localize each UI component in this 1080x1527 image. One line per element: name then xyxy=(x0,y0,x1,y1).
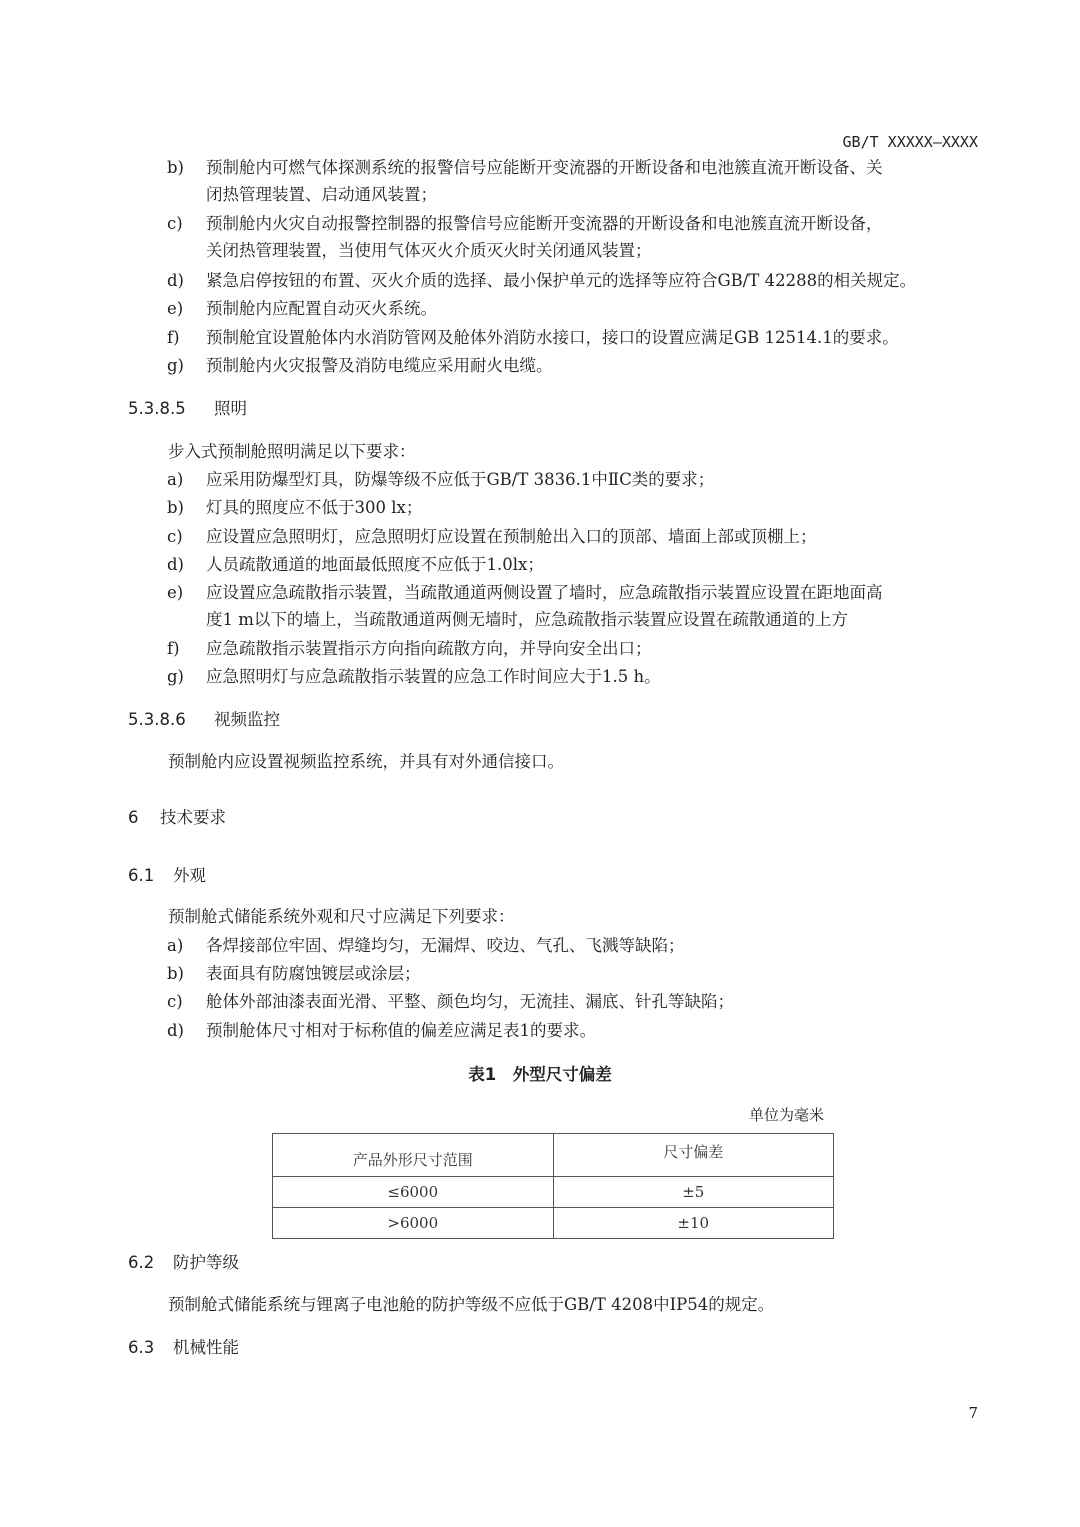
section-heading-6-1 xyxy=(128,866,206,886)
list-item-text: 表面具有防腐蚀镀层或涂层； xyxy=(206,964,421,983)
list-item-text: 预制舱内火灾报警及消防电缆应采用耐火电缆。 xyxy=(206,356,553,375)
paragraph: 预制舱内应设置视频监控系统，并具有对外通信接口。 xyxy=(168,752,564,771)
list-item-text: 舱体外部油漆表面光滑、平整、颜色均匀，无流挂、漏底、针孔等缺陷； xyxy=(206,992,734,1011)
section-title: 技术要求 xyxy=(160,808,226,827)
table-cell: >6000 xyxy=(273,1208,554,1239)
list-item-text: 预制舱宜设置舱体内水消防管网及舱体外消防水接口，接口的设置应满足GB 12514.1的要求。 xyxy=(206,328,899,347)
table-unit: 单位为毫米 xyxy=(748,1106,824,1124)
list-label: e) xyxy=(167,583,184,602)
list-label: b) xyxy=(167,498,184,517)
table-title: 表1 外型尺寸偏差 xyxy=(468,1065,612,1084)
list-label: d) xyxy=(167,271,184,290)
list-label: g) xyxy=(167,667,184,686)
paragraph: 预制舱式储能系统与锂离子电池舱的防护等级不应低于GB/T 4208中IP54的规定。 xyxy=(168,1295,775,1314)
document-header: GB/T XXXXX—XXXX xyxy=(842,133,978,151)
list-label: c) xyxy=(167,527,183,546)
table-cell: ±10 xyxy=(553,1208,834,1239)
list-label: a) xyxy=(167,470,184,489)
table-header: 尺寸偏差 xyxy=(553,1134,834,1177)
list-label: c) xyxy=(167,992,183,1011)
list-item-text: 关闭热管理装置，当使用气体灭火介质灭火时关闭通风装置； xyxy=(206,241,652,260)
section-heading-5-3-8-5 xyxy=(128,399,247,419)
table-header-row xyxy=(273,1134,834,1177)
list-item-text: 预制舱内应配置自动灭火系统。 xyxy=(206,299,437,318)
list-item-text: 预制舱内火灾自动报警控制器的报警信号应能断开变流器的开断设备和电池簇直流开断设备， xyxy=(206,214,883,233)
list-item-text: 应急照明灯与应急疏散指示装置的应急工作时间应大于1.5 h。 xyxy=(206,667,661,686)
list-label: c) xyxy=(167,214,183,233)
dimension-tolerance-table xyxy=(272,1133,834,1239)
list-item-text: 应采用防爆型灯具，防爆等级不应低于GB/T 3836.1中ⅡC类的要求； xyxy=(206,470,715,489)
list-item-text: 预制舱体尺寸相对于标称值的偏差应满足表1的要求。 xyxy=(206,1021,596,1040)
section-number: 5.3.8.6 xyxy=(128,710,186,729)
list-label: g) xyxy=(167,356,184,375)
table-header: 产品外形尺寸范围 xyxy=(273,1134,554,1177)
paragraph: 预制舱式储能系统外观和尺寸应满足下列要求： xyxy=(168,907,515,926)
page-number: 7 xyxy=(968,1404,978,1422)
list-item-text: 预制舱内可燃气体探测系统的报警信号应能断开变流器的开断设备和电池簇直流开断设备、关 xyxy=(206,158,883,177)
section-number: 5.3.8.5 xyxy=(128,399,186,418)
section-number: 6.2 xyxy=(128,1253,155,1272)
list-label: a) xyxy=(167,936,184,955)
section-title: 视频监控 xyxy=(214,710,280,729)
section-number: 6 xyxy=(128,808,139,827)
list-label: d) xyxy=(167,1021,184,1040)
section-heading-6-2 xyxy=(128,1253,239,1273)
list-label: f) xyxy=(167,639,180,658)
list-label: d) xyxy=(167,555,184,574)
section-title: 防护等级 xyxy=(173,1253,239,1272)
list-item-text: 闭热管理装置、启动通风装置； xyxy=(206,185,437,204)
list-label: f) xyxy=(167,328,180,347)
section-title: 机械性能 xyxy=(173,1338,239,1357)
list-item-text: 度1 m以下的墙上，当疏散通道两侧无墙时，应急疏散指示装置应设置在疏散通道的上方 xyxy=(206,610,848,629)
list-item-text: 灯具的照度应不低于300 lx； xyxy=(206,498,423,517)
list-label: e) xyxy=(167,299,184,318)
list-item-text: 应设置应急疏散指示装置，当疏散通道两侧设置了墙时，应急疏散指示装置应设置在距地面高 xyxy=(206,583,883,602)
list-item-text: 应急疏散指示装置指示方向指向疏散方向，并导向安全出口； xyxy=(206,639,652,658)
paragraph: 步入式预制舱照明满足以下要求： xyxy=(168,442,416,461)
table-cell: ±5 xyxy=(553,1177,834,1208)
list-item-text: 人员疏散通道的地面最低照度不应低于1.0lx； xyxy=(206,555,544,574)
table-row xyxy=(273,1177,834,1208)
list-item-text: 应设置应急照明灯，应急照明灯应设置在预制舱出入口的顶部、墙面上部或顶棚上； xyxy=(206,527,817,546)
section-number: 6.3 xyxy=(128,1338,155,1357)
list-item-text: 各焊接部位牢固、焊缝均匀，无漏焊、咬边、气孔、飞溅等缺陷； xyxy=(206,936,685,955)
section-number: 6.1 xyxy=(128,866,155,885)
section-heading-5-3-8-6 xyxy=(128,710,280,730)
section-title: 照明 xyxy=(214,399,247,418)
section-heading-6 xyxy=(128,808,226,828)
table-row xyxy=(273,1208,834,1239)
list-label: b) xyxy=(167,964,184,983)
section-title: 外观 xyxy=(173,866,206,885)
section-heading-6-3 xyxy=(128,1338,239,1358)
list-item-text: 紧急启停按钮的布置、灭火介质的选择、最小保护单元的选择等应符合GB/T 42288的相关规定。 xyxy=(206,271,917,290)
table-cell: ≤6000 xyxy=(273,1177,554,1208)
list-label: b) xyxy=(167,158,184,177)
